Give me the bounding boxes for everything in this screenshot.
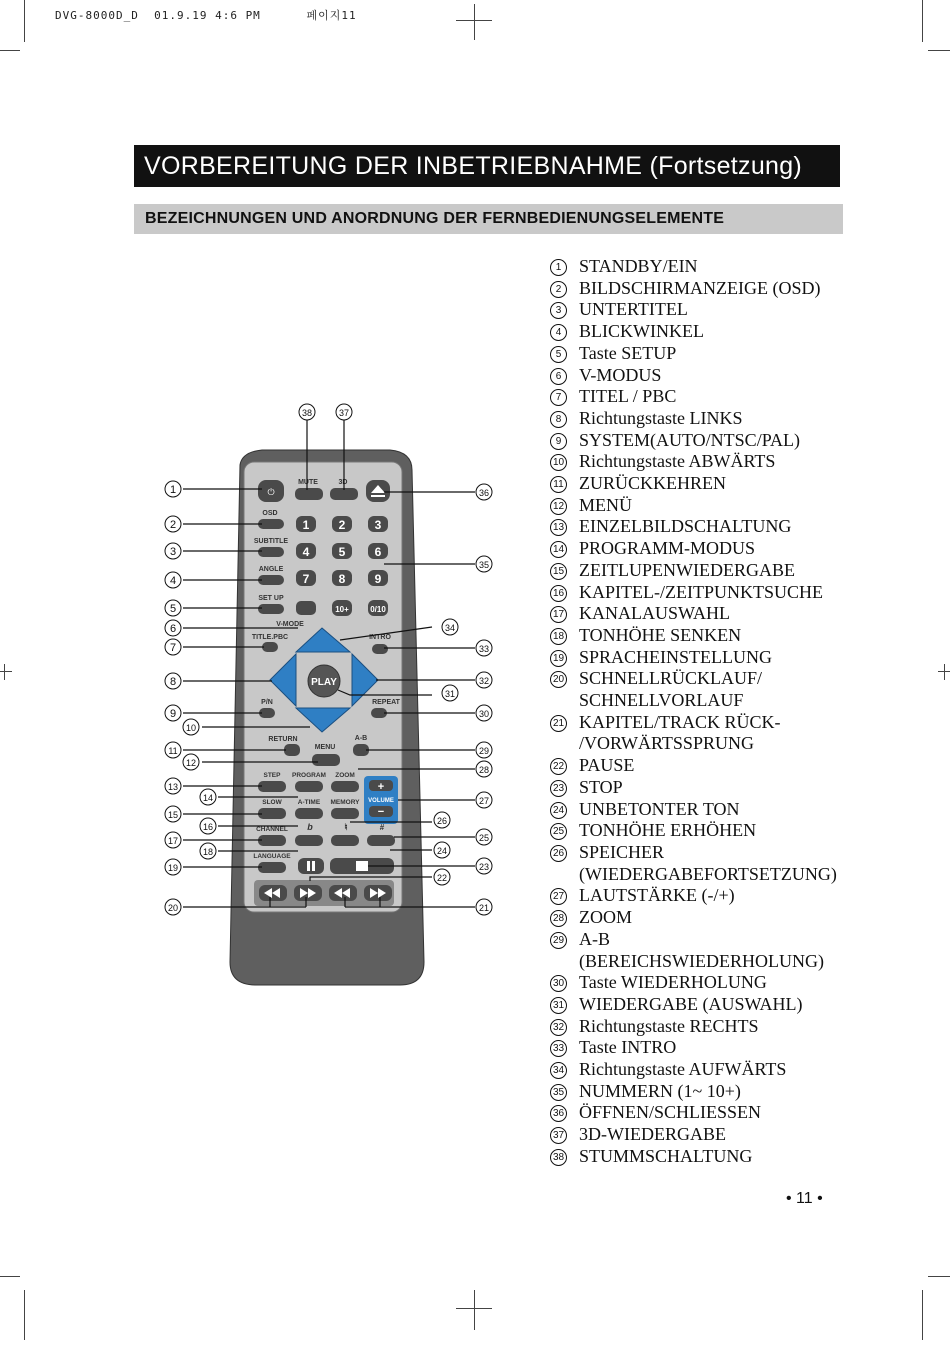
svg-text:36: 36 — [478, 488, 490, 498]
svg-text:25: 25 — [478, 833, 490, 843]
svg-text:34: 34 — [444, 623, 456, 633]
legend-text: BLICKWINKEL — [579, 321, 704, 342]
volume-control[interactable] — [364, 776, 398, 824]
svg-text:38: 38 — [301, 408, 313, 418]
a-time-button[interactable] — [295, 808, 323, 819]
list-item — [550, 386, 870, 408]
legend-text: PROGRAMM-MODUS — [579, 538, 756, 559]
legend-text: SPRACHEINSTELLUNG — [579, 646, 773, 667]
legend-number: 21 — [550, 715, 567, 732]
language-button[interactable] — [258, 862, 286, 873]
legend-text: ZOOM — [579, 907, 632, 928]
list-item — [550, 582, 870, 604]
svg-text:11: 11 — [168, 746, 178, 756]
list-item — [550, 1146, 870, 1168]
subtitle-label: SUBTITLE — [253, 538, 289, 545]
list-item — [550, 560, 870, 582]
svg-text:21: 21 — [478, 903, 490, 913]
a-time-label: A-TIME — [297, 799, 321, 806]
list-item — [550, 321, 870, 343]
program-button[interactable] — [295, 781, 323, 792]
rewind-button[interactable] — [259, 885, 287, 901]
svg-text:13: 13 — [167, 782, 179, 792]
legend-number: 28 — [550, 910, 567, 927]
svg-text:16: 16 — [202, 822, 214, 832]
legend-text: Richtungstaste LINKS — [579, 407, 743, 428]
svg-text:27: 27 — [478, 796, 490, 806]
legend-number: 30 — [550, 975, 567, 992]
natural-button[interactable] — [331, 835, 359, 846]
page-number: • 11 • — [786, 1190, 823, 1207]
list-item — [550, 1059, 870, 1081]
legend-text: PAUSE — [579, 755, 635, 776]
setup-button[interactable] — [258, 604, 284, 614]
legend-number: 17 — [550, 606, 567, 623]
legend-text: Richtungstaste ABWÄRTS — [579, 451, 776, 472]
list-item — [550, 712, 870, 755]
legend-number: 22 — [550, 758, 567, 775]
setup-label: SET UP — [258, 595, 284, 602]
angle-label: ANGLE — [258, 566, 284, 573]
legend-number: 23 — [550, 780, 567, 797]
legend-text: Taste WIEDERHOLUNG — [579, 972, 767, 993]
list-item — [550, 668, 870, 711]
svg-text:6: 6 — [169, 623, 177, 635]
play-label: PLAY — [311, 677, 337, 688]
legend-number: 6 — [550, 368, 567, 385]
flat-button[interactable] — [295, 835, 323, 846]
legend-number: 14 — [550, 541, 567, 558]
list-item — [550, 777, 870, 799]
svg-text:3: 3 — [374, 518, 382, 532]
legend-number: 38 — [550, 1149, 567, 1166]
power-icon: ⏻ — [267, 487, 275, 497]
legend-text: KANALAUSWAHL — [579, 603, 730, 624]
svg-text:4: 4 — [302, 545, 310, 559]
mute-button[interactable] — [295, 488, 323, 500]
zoom-button[interactable] — [331, 781, 359, 792]
list-item — [550, 1124, 870, 1146]
legend-text: EINZELBILDSCHALTUNG — [579, 516, 792, 537]
svg-text:29: 29 — [478, 746, 490, 756]
svg-text:23: 23 — [478, 862, 490, 872]
memory-button[interactable] — [331, 808, 359, 819]
flat-label: b — [307, 822, 313, 832]
legend-number: 24 — [550, 802, 567, 819]
list-item — [550, 343, 870, 365]
svg-text:12: 12 — [185, 758, 197, 768]
legend-number: 29 — [550, 932, 567, 949]
legend-text: A-B (BEREICHSWIEDERHOLUNG) — [579, 928, 824, 971]
channel-label: CHANNEL — [256, 826, 288, 833]
return-button[interactable] — [284, 744, 300, 756]
memory-label: MEMORY — [330, 799, 360, 806]
title-pbc-button[interactable] — [262, 642, 278, 652]
legend-text: TONHÖHE SENKEN — [579, 624, 742, 645]
svg-text:9: 9 — [169, 708, 177, 720]
list-item — [550, 842, 870, 885]
svg-text:32: 32 — [478, 676, 490, 686]
legend-number: 3 — [550, 302, 567, 319]
ab-label: A-B — [354, 735, 368, 742]
legend-number: 2 — [550, 281, 567, 298]
legend-text: Richtungstaste RECHTS — [579, 1015, 759, 1036]
list-item — [550, 1037, 870, 1059]
sharp-label: # — [379, 823, 385, 832]
list-item — [550, 647, 870, 669]
legend-text: SYSTEM(AUTO/NTSC/PAL) — [579, 429, 801, 450]
list-item — [550, 516, 870, 538]
svg-text:31: 31 — [444, 689, 456, 699]
svg-text:10: 10 — [185, 723, 197, 733]
page-title: VORBEREITUNG DER INBETRIEBNAHME (Fortsetzung) — [134, 145, 840, 187]
legend-number: 25 — [550, 823, 567, 840]
legend-text: ZEITLUPENWIEDERGABE — [579, 559, 795, 580]
legend-number: 33 — [550, 1040, 567, 1057]
step-button[interactable] — [258, 781, 286, 792]
list-item — [550, 799, 870, 821]
legend-number: 13 — [550, 519, 567, 536]
pn-label: P/N — [261, 699, 273, 706]
legend-text: Taste SETUP — [579, 342, 677, 363]
title-pbc-label: TITLE.PBC — [251, 634, 289, 641]
legend-text: SCHNELLRÜCKLAUF/ SCHNELLVORLAUF — [579, 668, 763, 711]
list-item — [550, 994, 870, 1016]
3d-label: 3D — [338, 479, 348, 486]
svg-text:22: 22 — [436, 873, 448, 883]
legend-text: BILDSCHIRMANZEIGE (OSD) — [579, 277, 821, 298]
legend-number: 31 — [550, 997, 567, 1014]
list-item — [550, 603, 870, 625]
legend-number: 32 — [550, 1019, 567, 1036]
list-item — [550, 299, 870, 321]
list-item — [550, 278, 870, 300]
svg-text:35: 35 — [478, 560, 490, 570]
legend-list — [550, 256, 870, 1168]
slow-button[interactable] — [258, 808, 286, 819]
list-item — [550, 1016, 870, 1038]
svg-text:5: 5 — [338, 545, 346, 559]
slow-label: SLOW — [262, 799, 282, 806]
legend-number: 5 — [550, 346, 567, 363]
legend-number: 12 — [550, 498, 567, 515]
svg-text:3: 3 — [169, 546, 177, 558]
section-heading: BEZEICHNUNGEN UND ANORDNUNG DER FERNBEDIENUNGSELEMENTE — [134, 204, 843, 234]
svg-text:17: 17 — [167, 836, 179, 846]
language-label: LANGUAGE — [253, 853, 291, 860]
svg-text:7: 7 — [302, 572, 310, 586]
svg-text:2: 2 — [169, 519, 177, 531]
legend-number: 37 — [550, 1127, 567, 1144]
svg-text:33: 33 — [478, 644, 490, 654]
menu-button[interactable] — [312, 754, 340, 766]
legend-text: STANDBY/EIN — [579, 256, 698, 276]
svg-text:20: 20 — [167, 903, 179, 913]
legend-text: Richtungstaste AUFWÄRTS — [579, 1059, 787, 1080]
remote-control-diagram — [150, 395, 510, 995]
svg-text:28: 28 — [478, 765, 490, 775]
legend-text: 3D-WIEDERGABE — [579, 1124, 726, 1145]
list-item — [550, 907, 870, 929]
svg-text:1: 1 — [302, 518, 310, 532]
legend-text: ZURÜCKKEHREN — [579, 473, 726, 494]
subtitle-button[interactable] — [258, 547, 284, 557]
fast-forward-button[interactable] — [294, 885, 322, 901]
list-item — [550, 473, 870, 495]
v-mode-button[interactable] — [296, 601, 316, 615]
svg-text:6: 6 — [374, 545, 382, 559]
legend-text: UNTERTITEL — [579, 299, 688, 320]
legend-number: 7 — [550, 389, 567, 406]
list-item — [550, 430, 870, 452]
svg-text:18: 18 — [202, 847, 214, 857]
legend-text: V-MODUS — [579, 364, 662, 385]
return-label: RETURN — [268, 736, 298, 743]
v-mode-label: V-MODE — [276, 621, 304, 628]
volume-plus-icon: + — [377, 781, 385, 793]
volume-minus-icon: − — [377, 806, 385, 818]
legend-text: STOP — [579, 776, 623, 797]
legend-text: MENÜ — [579, 494, 632, 515]
list-item — [550, 625, 870, 647]
legend-text: LAUTSTÄRKE (-/+) — [579, 885, 735, 906]
legend-text: ÖFFNEN/SCHLIESSEN — [579, 1102, 762, 1123]
program-label: PROGRAM — [292, 772, 326, 779]
skip-back-button[interactable] — [329, 885, 357, 901]
legend-number: 35 — [550, 1084, 567, 1101]
list-item — [550, 972, 870, 994]
list-item — [550, 1102, 870, 1124]
svg-text:4: 4 — [169, 575, 177, 587]
standby-button[interactable] — [258, 480, 284, 502]
channel-button[interactable] — [258, 835, 286, 846]
legend-number: 15 — [550, 563, 567, 580]
natural-label: ♮ — [344, 822, 348, 832]
svg-text:9: 9 — [374, 572, 382, 586]
legend-number: 26 — [550, 845, 567, 862]
transport-row — [254, 880, 394, 906]
legend-text: Taste INTRO — [579, 1037, 677, 1058]
list-item — [550, 1081, 870, 1103]
list-item — [550, 256, 870, 278]
zoom-label: ZOOM — [335, 772, 355, 779]
legend-text: KAPITEL-/ZEITPUNKTSUCHE — [579, 581, 823, 602]
print-header: DVG-8000D_D 01.9.19 4:6 PM 페이지11 — [55, 9, 357, 22]
menu-label: MENU — [314, 744, 336, 751]
sharp-button[interactable] — [367, 835, 395, 846]
legend-number: 36 — [550, 1105, 567, 1122]
svg-text:8: 8 — [338, 572, 346, 586]
list-item — [550, 408, 870, 430]
svg-text:14: 14 — [202, 793, 214, 803]
legend-number: 18 — [550, 628, 567, 645]
legend-number: 20 — [550, 671, 567, 688]
svg-text:1: 1 — [169, 484, 177, 496]
legend-number: 16 — [550, 585, 567, 602]
svg-text:5: 5 — [169, 603, 177, 615]
list-item — [550, 885, 870, 907]
list-item — [550, 820, 870, 842]
legend-number: 1 — [550, 259, 567, 276]
svg-text:VOLUME: VOLUME — [368, 798, 394, 804]
repeat-label: REPEAT — [372, 699, 400, 706]
list-item — [550, 365, 870, 387]
legend-text: TITEL / PBC — [579, 386, 677, 407]
svg-text:30: 30 — [478, 709, 490, 719]
list-item — [550, 929, 870, 972]
svg-text:26: 26 — [436, 816, 448, 826]
eject-button[interactable] — [366, 480, 390, 502]
list-item — [550, 538, 870, 560]
intro-button[interactable] — [372, 644, 388, 654]
svg-text:37: 37 — [338, 408, 350, 418]
svg-text:7: 7 — [169, 642, 177, 654]
legend-number: 11 — [550, 476, 567, 493]
legend-number: 9 — [550, 433, 567, 450]
legend-text: STUMMSCHALTUNG — [579, 1145, 753, 1166]
mute-label: MUTE — [298, 479, 318, 486]
svg-text:0/10: 0/10 — [370, 605, 386, 614]
step-label: STEP — [263, 772, 281, 779]
svg-text:15: 15 — [167, 810, 179, 820]
legend-number: 34 — [550, 1062, 567, 1079]
svg-text:8: 8 — [169, 676, 177, 688]
intro-label: INTRO — [369, 634, 391, 641]
svg-text:2: 2 — [338, 518, 346, 532]
osd-label: OSD — [262, 510, 278, 517]
legend-number: 4 — [550, 324, 567, 341]
legend-text: SPEICHER (WIEDERGABEFORTSETZUNG) — [579, 841, 837, 884]
legend-text: UNBETONTER TON — [579, 798, 740, 819]
legend-text: TONHÖHE ERHÖHEN — [579, 820, 757, 841]
legend-number: 27 — [550, 888, 567, 905]
legend-number: 8 — [550, 411, 567, 428]
list-item — [550, 451, 870, 473]
pause-button[interactable] — [298, 858, 324, 874]
skip-forward-button[interactable] — [364, 885, 392, 901]
legend-text: WIEDERGABE (AUSWAHL) — [579, 993, 803, 1014]
svg-text:10+: 10+ — [335, 605, 349, 614]
svg-text:24: 24 — [436, 846, 448, 856]
list-item — [550, 495, 870, 517]
legend-text: KAPITEL/TRACK RÜCK- /VORWÄRTSSPRUNG — [579, 711, 781, 754]
legend-text: NUMMERN (1~ 10+) — [579, 1080, 741, 1101]
svg-text:19: 19 — [167, 863, 179, 873]
list-item — [550, 755, 870, 777]
legend-number: 19 — [550, 650, 567, 667]
legend-number: 10 — [550, 454, 567, 471]
